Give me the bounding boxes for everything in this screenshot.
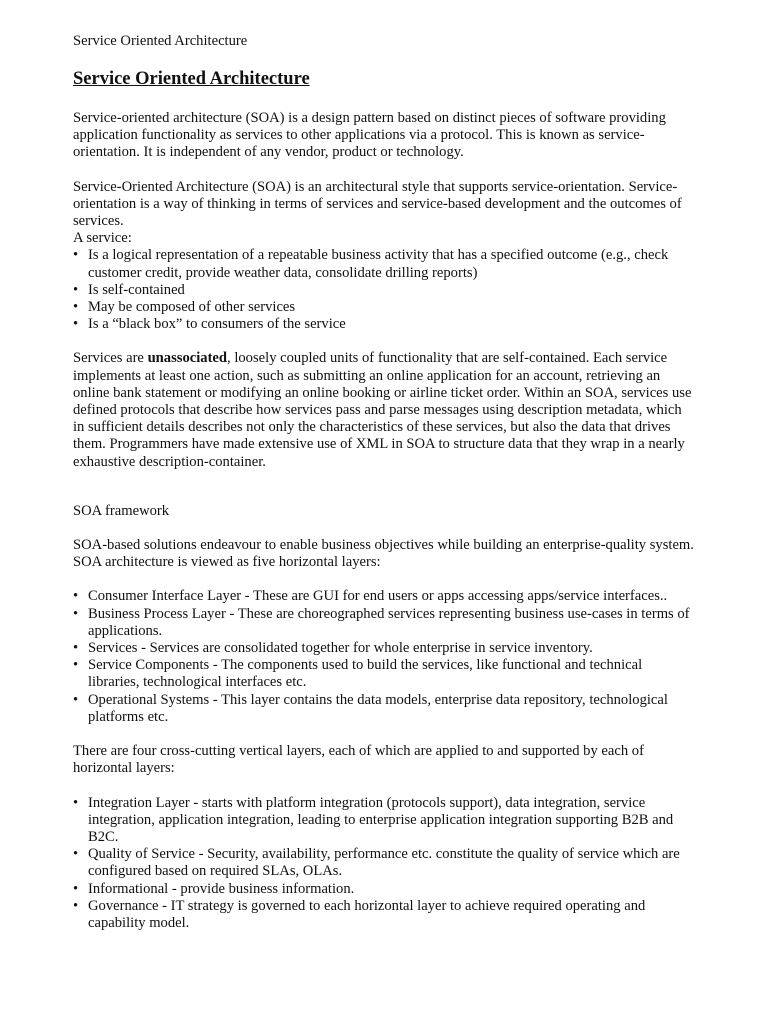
- list-item-text: Informational - provide business information.: [88, 880, 355, 897]
- vertical-layers-list: [73, 795, 695, 933]
- service-list: [73, 247, 695, 333]
- bullet-icon: •: [73, 657, 79, 674]
- intro-paragraph-2: Service-Oriented Architecture (SOA) is an architectural style that supports service-orientation. Service-orientation is a way of thinking in terms of services and service-based development and the outcomes of services.: [73, 178, 682, 230]
- document-body: [73, 68, 695, 932]
- bullet-icon: •: [73, 316, 79, 333]
- bullet-icon: •: [73, 691, 79, 708]
- list-item-text: Operational Systems - This layer contains the data models, enterprise data repository, technological platforms etc.: [88, 691, 668, 725]
- list-item: [73, 606, 695, 640]
- bullet-icon: •: [73, 846, 79, 863]
- list-item: [73, 588, 695, 605]
- bullet-icon: •: [73, 880, 79, 897]
- bullet-icon: •: [73, 281, 79, 298]
- list-item-text: Integration Layer - starts with platform integration (protocols support), data integration, service integration, application integration, leading to enterprise application integration supporting B2B and B2C.: [88, 794, 674, 845]
- bullet-icon: •: [73, 794, 79, 811]
- list-item-text: Business Process Layer - These are choreographed services representing business use-cases in terms of applications.: [88, 605, 690, 639]
- service-label: A service:: [73, 230, 132, 247]
- list-item: [73, 898, 695, 932]
- list-item-text: Services - Services are consolidated together for whole enterprise in service inventory.: [88, 640, 593, 657]
- page-title: Service Oriented Architecture: [73, 69, 310, 89]
- intro-paragraph-1: Service-oriented architecture (SOA) is a design pattern based on distinct pieces of software providing application functionality as services to other applications via a protocol. This is known as service-orientation. It is independent of any vendor, product or technology.: [73, 110, 666, 161]
- bullet-icon: •: [73, 605, 79, 622]
- vertical-intro: There are four cross-cutting vertical layers, each of which are applied to and supported by each of horizontal layers:: [73, 743, 644, 777]
- unassociated-term: unassociated: [147, 350, 228, 367]
- page-header: Service Oriented Architecture: [73, 33, 248, 49]
- unassociated-paragraph: Services are unassociated, loosely coupled units of functionality that are self-contained. Each service implements at least one action, such as submitting an online application for an account, retrieving an online bank statement or modifying an online booking or airline ticket order. Within an SOA, services use defined protocols that describe how services pass and parse messages using description metadata, which in sufficient details describes not only the characteristics of these services, but also the data that drives them. Programmers have made extensive use of XML in SOA to structure data that they wrap in a nearly exhaustive description-container.: [73, 350, 692, 470]
- bullet-icon: •: [73, 247, 79, 264]
- list-item: [73, 299, 695, 316]
- list-item-text: Is self-contained: [88, 281, 185, 298]
- bullet-icon: •: [73, 588, 79, 605]
- list-item: [73, 316, 695, 333]
- bullet-icon: •: [73, 299, 79, 316]
- bullet-icon: •: [73, 897, 79, 914]
- list-item: [73, 640, 695, 657]
- list-item-text: Is a “black box” to consumers of the service: [88, 316, 346, 333]
- list-item: [73, 881, 695, 898]
- list-item: [73, 846, 695, 880]
- list-item-text: Is a logical representation of a repeatable business activity that has a specified outcome (e.g., check customer credit, provide weather data, consolidate drilling reports): [88, 247, 669, 281]
- framework-intro: SOA-based solutions endeavour to enable business objectives while building an enterprise-quality system. SOA architecture is viewed as five horizontal layers:: [73, 537, 694, 571]
- list-item-text: Service Components - The components used to build the services, like functional and technical libraries, technological interfaces etc.: [88, 657, 643, 691]
- list-item: [73, 795, 695, 847]
- list-item: [73, 657, 695, 691]
- list-item-text: May be composed of other services: [88, 299, 296, 316]
- list-item: [73, 282, 695, 299]
- horizontal-layers-list: [73, 588, 695, 726]
- framework-heading: SOA framework: [73, 502, 170, 519]
- list-item-text: Consumer Interface Layer - These are GUI for end users or apps accessing apps/service interfaces..: [88, 588, 668, 605]
- bullet-icon: •: [73, 640, 79, 657]
- list-item-text: Governance - IT strategy is governed to each horizontal layer to achieve required operating and capability model.: [88, 897, 646, 931]
- list-item-text: Quality of Service - Security, availability, performance etc. constitute the quality of service which are configured based on required SLAs, OLAs.: [88, 846, 680, 880]
- list-item: [73, 247, 695, 281]
- list-item: [73, 692, 695, 726]
